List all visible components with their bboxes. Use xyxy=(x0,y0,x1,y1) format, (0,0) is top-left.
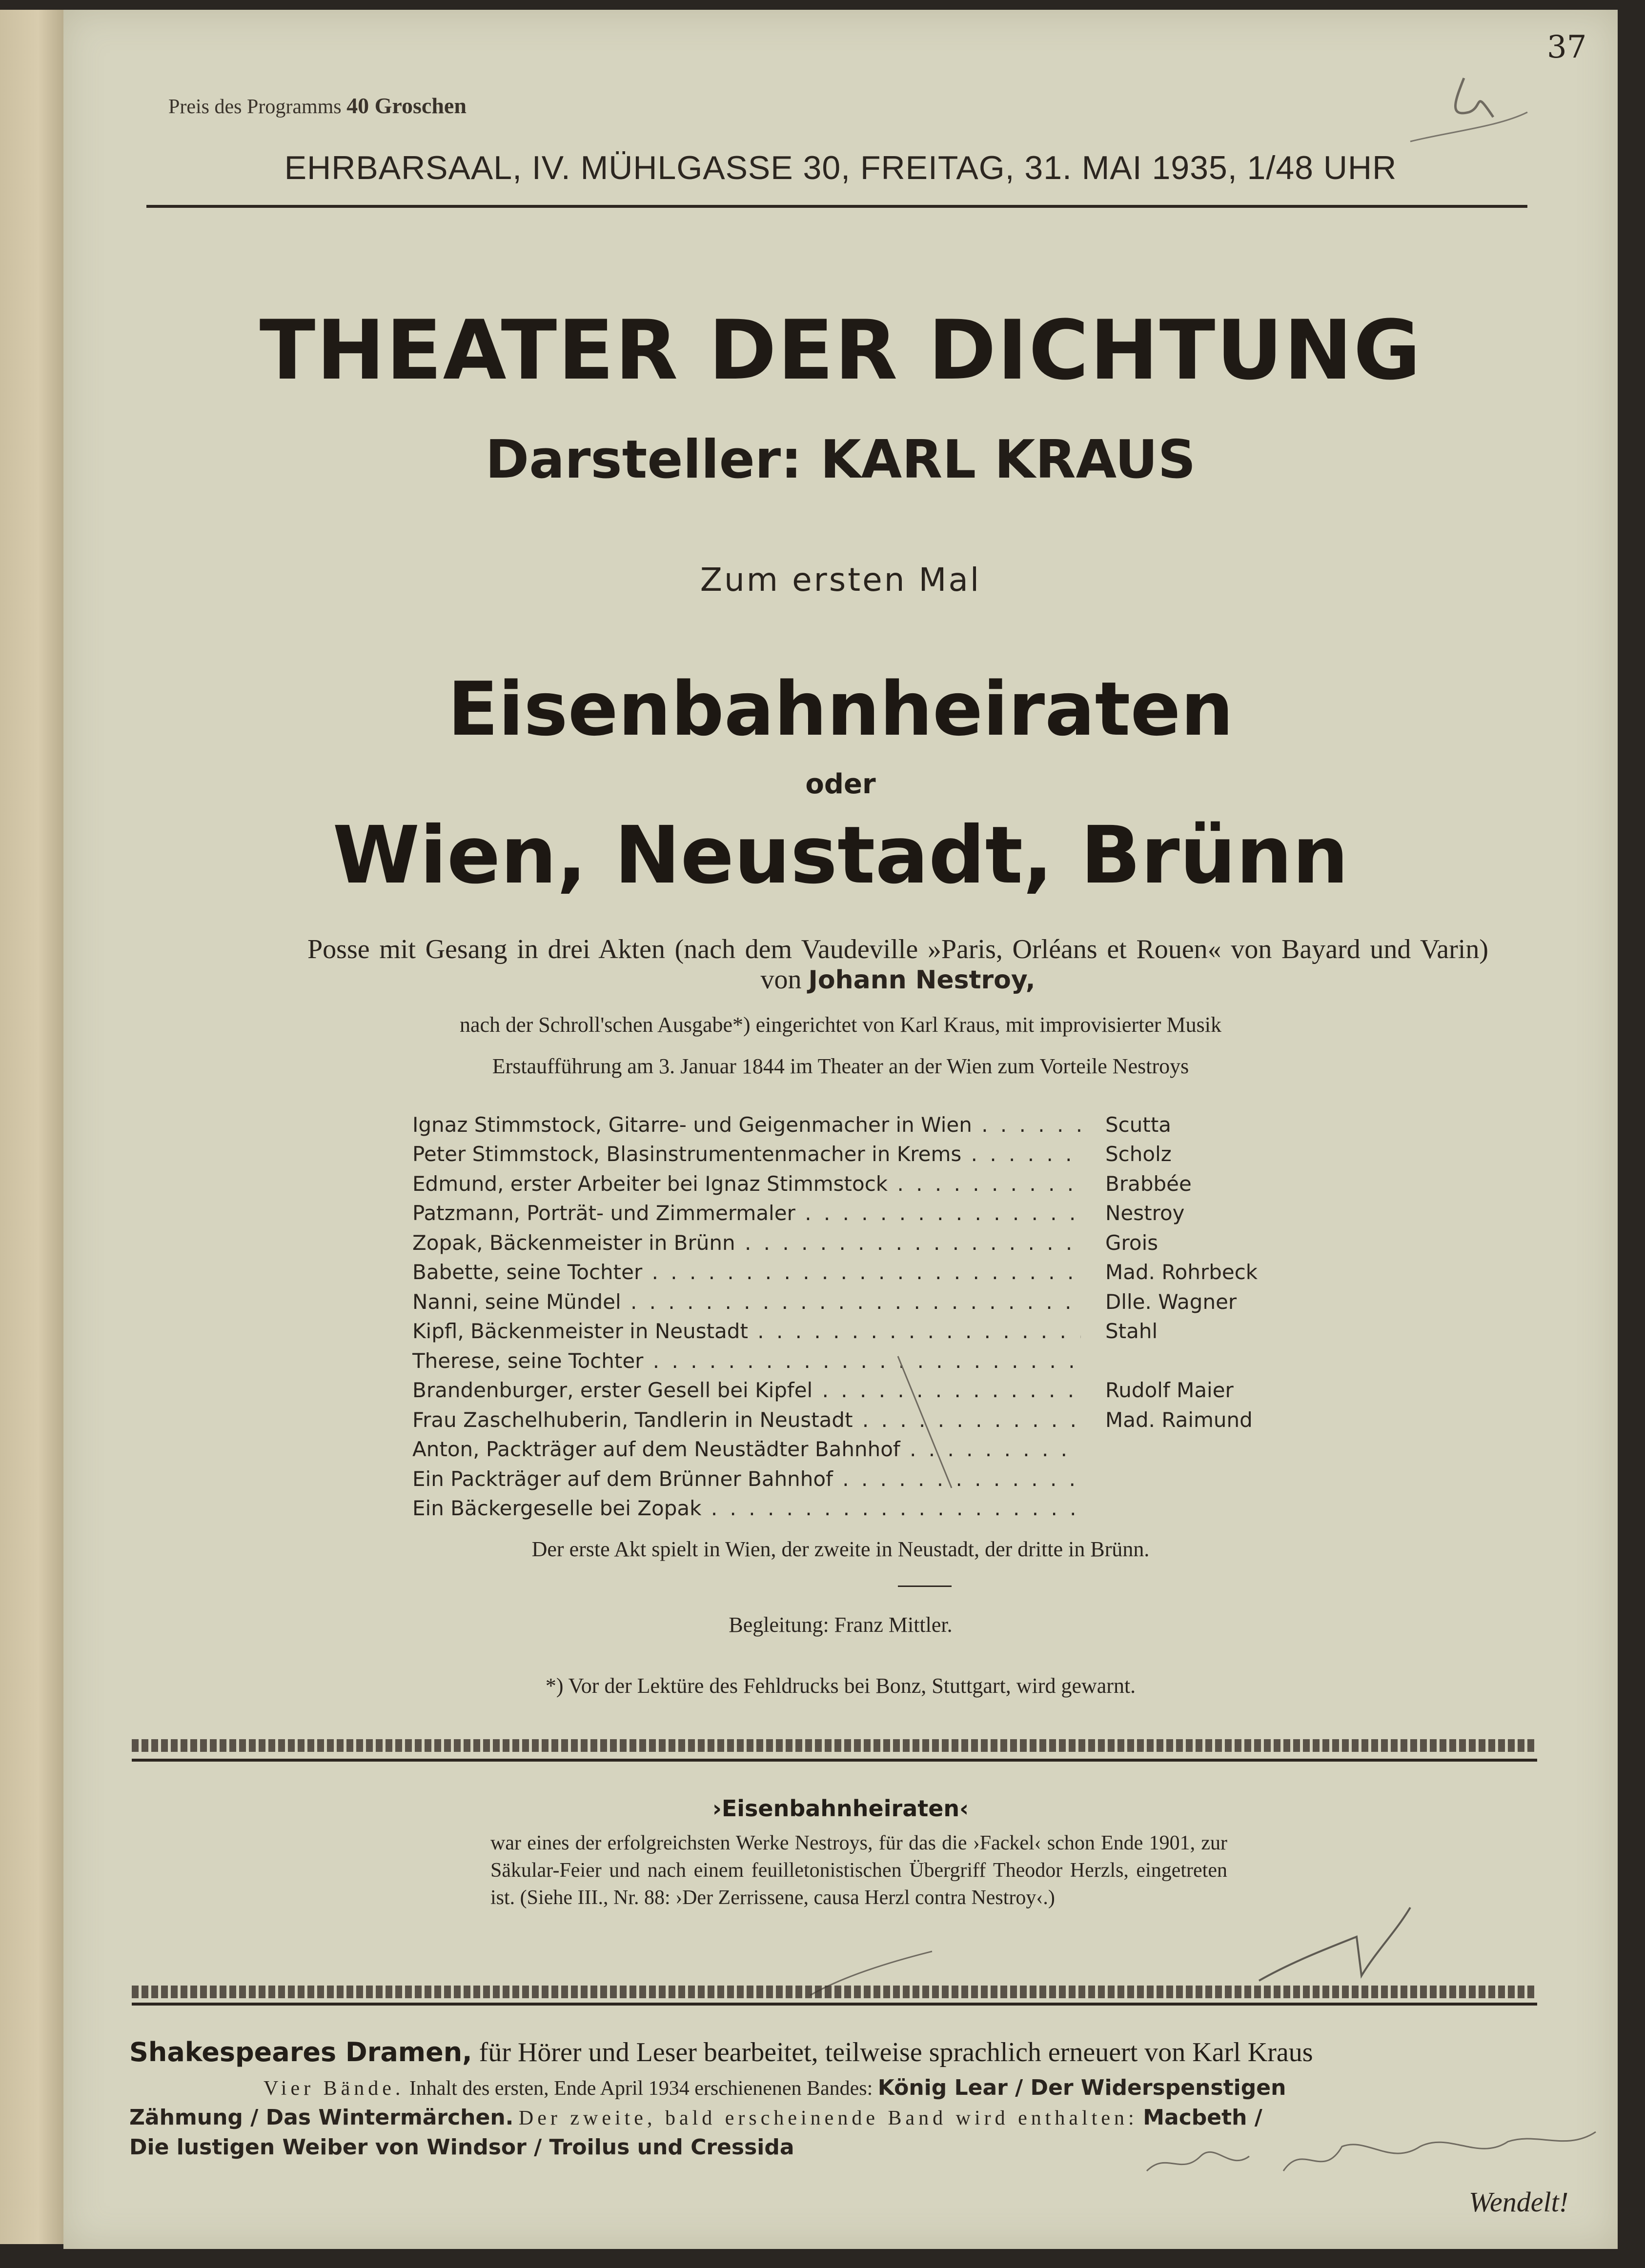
performer-line: Darsteller: KARL KRAUS xyxy=(485,429,1196,490)
cast-row xyxy=(412,1110,1437,1140)
cast-role: Patzmann, Porträt- und Zimmermaler . . . xyxy=(412,1201,1081,1225)
cast-actor: Dlle. Wagner xyxy=(1105,1289,1237,1314)
cast-actor: Nestroy xyxy=(1105,1201,1185,1225)
price-label: Preis des Programms xyxy=(168,96,342,118)
advert-second-a: Macbeth / xyxy=(1143,2105,1262,2130)
shakespeare-advert-headline xyxy=(129,2037,1544,2068)
note-title: ›Eisenbahnheiraten‹ xyxy=(712,1795,969,1822)
short-divider xyxy=(898,1586,952,1587)
cast-row xyxy=(412,1228,1437,1258)
arrangement-note: nach der Schroll'schen Ausgabe*) eingerichtet von Karl Kraus, mit improvisierter Musik xyxy=(460,1013,1221,1037)
cast-role: Babette, seine Tochter . . . xyxy=(412,1260,1081,1284)
cast-row xyxy=(412,1140,1437,1169)
cast-actor: Scholz xyxy=(1105,1142,1172,1166)
advert-first-a: König Lear / Der Widerspenstigen xyxy=(877,2075,1286,2100)
oder-connector: oder xyxy=(805,768,876,800)
footnote: *) Vor der Lektüre des Fehldrucks bei Bonz, Stuttgart, wird gewarnt. xyxy=(545,1674,1136,1698)
handwritten-signature: Wendelt! xyxy=(1469,2186,1569,2218)
accompaniment-note: Begleitung: Franz Mittler. xyxy=(729,1613,953,1637)
advert-first-b: Zähmung / Das Wintermärchen. xyxy=(129,2105,514,2130)
cast-actor: Grois xyxy=(1105,1230,1158,1255)
pencil-handwriting-bottom xyxy=(1137,2122,1625,2190)
cast-actor: Stahl xyxy=(1105,1319,1158,1344)
advert-second-b: Die lustigen Weiber von Windsor / Troilus und Cressida xyxy=(129,2135,794,2160)
cast-role: Frau Zaschelhuberin, Tandlerin in Neustadt . . . xyxy=(412,1408,1081,1432)
cast-role: Ein Packträger auf dem Brünner Bahnhof . . . xyxy=(412,1467,1081,1491)
setting-note: Der erste Akt spielt in Wien, der zweite in Neustadt, der dritte in Brünn. xyxy=(531,1537,1150,1561)
advert-second-intro: Der zweite, bald erscheinende Band wird enthalten: xyxy=(518,2107,1138,2129)
cast-role: Ignaz Stimmstock, Gitarre- und Geigenmacher in Wien . . . xyxy=(412,1113,1081,1137)
note-body: war eines der erfolgreichsten Werke Nestroys, für das die ›Fackel‹ schon Ende 1901, zur Säkular-Feier und nach einem feuilletonistischen Übergriff Theodor Herzls, eingetreten ist. (Siehe III., Nr. 88: ›Der Zerrissene, causa Herzl contra Nestroy‹.) xyxy=(490,1832,1227,1909)
play-title: Eisenbahnheiraten xyxy=(447,666,1234,752)
description-text: Posse mit Gesang in drei Akten (nach dem Vaudeville »Paris, Orléans et Rouen« von Bayard und Varin) von xyxy=(307,934,1488,995)
author-name: Johann Nestroy, xyxy=(808,965,1036,995)
cast-actor: Rudolf Maier xyxy=(1105,1378,1234,1403)
cast-row xyxy=(412,1199,1437,1228)
cast-row xyxy=(412,1317,1437,1346)
binding-edge xyxy=(0,10,63,2244)
cast-role: Nanni, seine Mündel . . . xyxy=(412,1290,1081,1314)
cast-role: Ein Bäckergeselle bei Zopak . . . xyxy=(412,1496,1081,1520)
page-number: 37 xyxy=(1547,29,1587,65)
section-rule-low xyxy=(132,2003,1537,2006)
ornament-border-low xyxy=(132,1986,1537,1998)
program-sheet xyxy=(63,10,1618,2249)
advert-headline-rest: für Hörer und Leser bearbeitet, teilweise sprachlich erneuert von Karl Kraus xyxy=(479,2037,1313,2067)
cast-role: Peter Stimmstock, Blasinstrumentenmacher in Krems . . . xyxy=(412,1142,1081,1166)
first-time-note: Zum ersten Mal xyxy=(700,561,981,599)
premiere-note: Erstaufführung am 3. Januar 1844 im Theater an der Wien zum Vorteile Nestroys xyxy=(492,1054,1189,1078)
cast-role: Anton, Packträger auf dem Neustädter Bahnhof . . . xyxy=(412,1437,1081,1461)
venue-date-header: EHRBARSAAL, IV. MÜHLGASSE 30, FREITAG, 31. MAI 1935, 1/48 UHR xyxy=(284,149,1397,186)
header-rule xyxy=(146,205,1527,208)
cast-row xyxy=(412,1169,1437,1199)
cast-row xyxy=(412,1287,1437,1317)
cast-role: Zopak, Bäckenmeister in Brünn . . . xyxy=(412,1231,1081,1255)
advert-first-intro: Inhalt des ersten, Ende April 1934 erschienenen Bandes: xyxy=(409,2077,873,2100)
cast-actor: Mad. Rohrbeck xyxy=(1105,1260,1258,1285)
pencil-stroke-cast xyxy=(893,1351,991,1498)
program-price xyxy=(168,93,467,119)
play-description xyxy=(307,934,1488,995)
price-amount: 40 Groschen xyxy=(346,93,467,118)
section-rule-mid xyxy=(132,1759,1537,1762)
cast-role: Edmund, erster Arbeiter bei Ignaz Stimmstock . . . xyxy=(412,1172,1081,1196)
play-subtitle: Wien, Neustadt, Brünn xyxy=(332,810,1349,902)
cast-actor: Scutta xyxy=(1105,1112,1172,1137)
cast-role: Kipfl, Bäckenmeister in Neustadt . . . xyxy=(412,1319,1081,1343)
cast-role: Therese, seine Tochter . . . xyxy=(412,1349,1081,1373)
cast-actor: Mad. Raimund xyxy=(1105,1407,1253,1432)
advert-volumes: Vier Bände. xyxy=(264,2077,405,2100)
cast-role: Brandenburger, erster Gesell bei Kipfel . . . xyxy=(412,1378,1081,1402)
ornament-border-mid xyxy=(132,1739,1537,1752)
cast-row xyxy=(412,1258,1437,1287)
cast-row xyxy=(412,1494,1437,1524)
advert-headline-bold: Shakespeares Dramen, xyxy=(129,2037,472,2067)
cast-actor: Brabbée xyxy=(1105,1171,1192,1196)
theater-title: THEATER DER DICHTUNG xyxy=(259,302,1422,398)
pencil-mark-top xyxy=(1352,59,1537,156)
advert-line-1 xyxy=(264,2073,1591,2103)
